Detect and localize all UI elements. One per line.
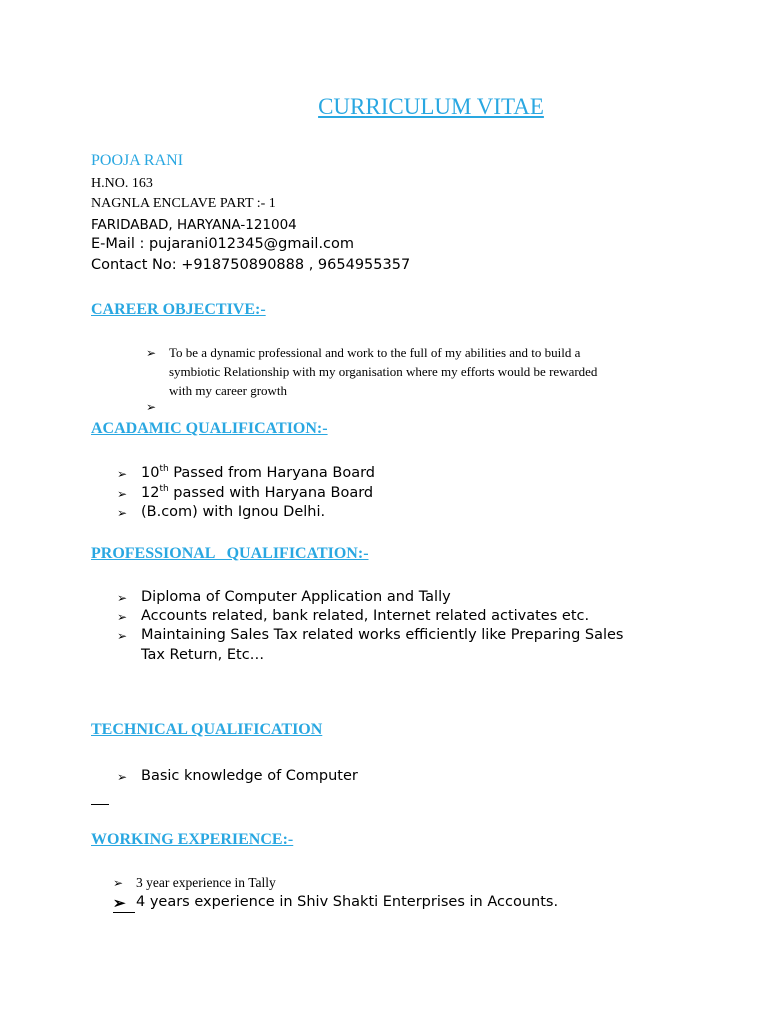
professional-item-2: Accounts related, bank related, Internet related activates etc. bbox=[141, 608, 590, 624]
career-objective-line-1: To be a dynamic professional and work to the full of my abilities and to build a bbox=[169, 345, 581, 360]
academic-heading: ACADAMIC QUALIFICATION:- bbox=[91, 420, 328, 437]
email-line: E-Mail : pujarani012345@gmail.com bbox=[91, 236, 355, 252]
technical-item-1: Basic knowledge of Computer bbox=[141, 768, 358, 784]
academic-item-2: 12th passed with Haryana Board bbox=[141, 484, 374, 501]
professional-heading: PROFESSIONAL QUALIFICATION:- bbox=[91, 545, 369, 562]
bullet-underline bbox=[113, 912, 135, 913]
contact-line: Contact No: +918750890888 , 9654955357 bbox=[91, 257, 411, 273]
divider-stroke bbox=[91, 804, 109, 805]
document-title: CURRICULUM VITAE bbox=[318, 94, 544, 119]
bullet-arrow-icon: ➢ bbox=[146, 400, 157, 414]
bullet-arrow-icon: ➢ bbox=[117, 770, 128, 784]
technical-heading: TECHNICAL QUALIFICATION bbox=[91, 721, 323, 738]
bullet-arrow-icon: ➢ bbox=[146, 346, 157, 360]
experience-heading: WORKING EXPERIENCE:- bbox=[91, 831, 294, 848]
address-line-1: H.NO. 163 bbox=[91, 176, 153, 191]
career-objective-line-2: symbiotic Relationship with my organisation where my efforts would be rewarded bbox=[169, 364, 598, 379]
address-line-2: NAGNLA ENCLAVE PART :- 1 bbox=[91, 196, 276, 211]
address-line-3: FARIDABAD, HARYANA-121004 bbox=[91, 217, 297, 233]
bullet-arrow-icon: ➢ bbox=[113, 896, 126, 912]
academic-item-3: (B.com) with Ignou Delhi. bbox=[141, 504, 326, 520]
career-objective-heading: CAREER OBJECTIVE:- bbox=[91, 301, 266, 318]
bullet-arrow-icon: ➢ bbox=[117, 487, 128, 501]
bullet-arrow-icon: ➢ bbox=[117, 506, 128, 520]
bullet-arrow-icon: ➢ bbox=[117, 591, 128, 605]
professional-item-1: Diploma of Computer Application and Tally bbox=[141, 589, 451, 605]
experience-item-1: 3 year experience in Tally bbox=[136, 875, 276, 890]
candidate-name: POOJA RANI bbox=[91, 152, 184, 169]
career-objective-line-3: with my career growth bbox=[169, 383, 288, 398]
bullet-arrow-icon: ➢ bbox=[117, 629, 128, 643]
bullet-arrow-icon: ➢ bbox=[117, 610, 128, 624]
experience-item-2: 4 years experience in Shiv Shakti Enterprises in Accounts. bbox=[136, 894, 559, 910]
professional-item-3-line-2: Tax Return, Etc… bbox=[141, 647, 265, 663]
professional-item-3-line-1: Maintaining Sales Tax related works efficiently like Preparing Sales bbox=[141, 627, 624, 643]
academic-item-1: 10th Passed from Haryana Board bbox=[141, 464, 375, 481]
bullet-arrow-icon: ➢ bbox=[113, 876, 124, 890]
bullet-arrow-icon: ➢ bbox=[117, 467, 128, 481]
